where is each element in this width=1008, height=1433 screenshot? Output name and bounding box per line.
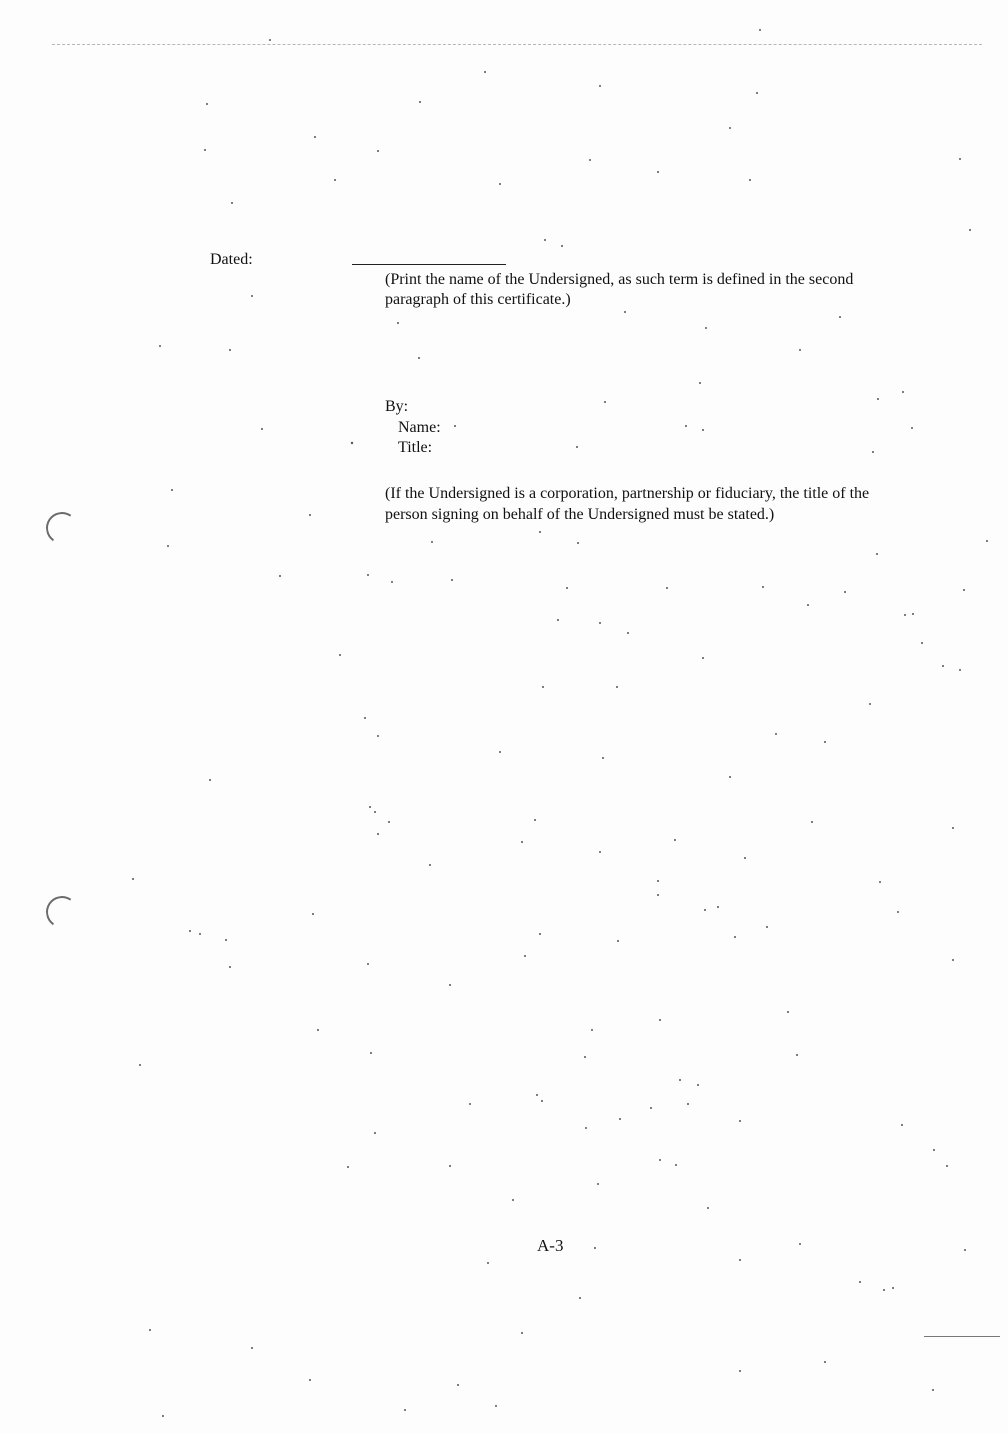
title-label: Title: <box>398 439 433 456</box>
by-label: By: <box>385 398 409 415</box>
name-instruction: (Print the name of the Undersigned, as such term is defined in the second paragraph of this certificate.) <box>385 271 854 308</box>
dated-label: Dated: <box>210 251 253 268</box>
signer-title-note: (If the Undersigned is a corporation, partnership or fiduciary, the title of the person signing on behalf of the Undersigned must be stated.) <box>385 485 870 523</box>
undersigned-name-line <box>352 264 506 265</box>
page-number: A-3 <box>537 1236 564 1255</box>
name-label: Name: <box>398 419 441 436</box>
